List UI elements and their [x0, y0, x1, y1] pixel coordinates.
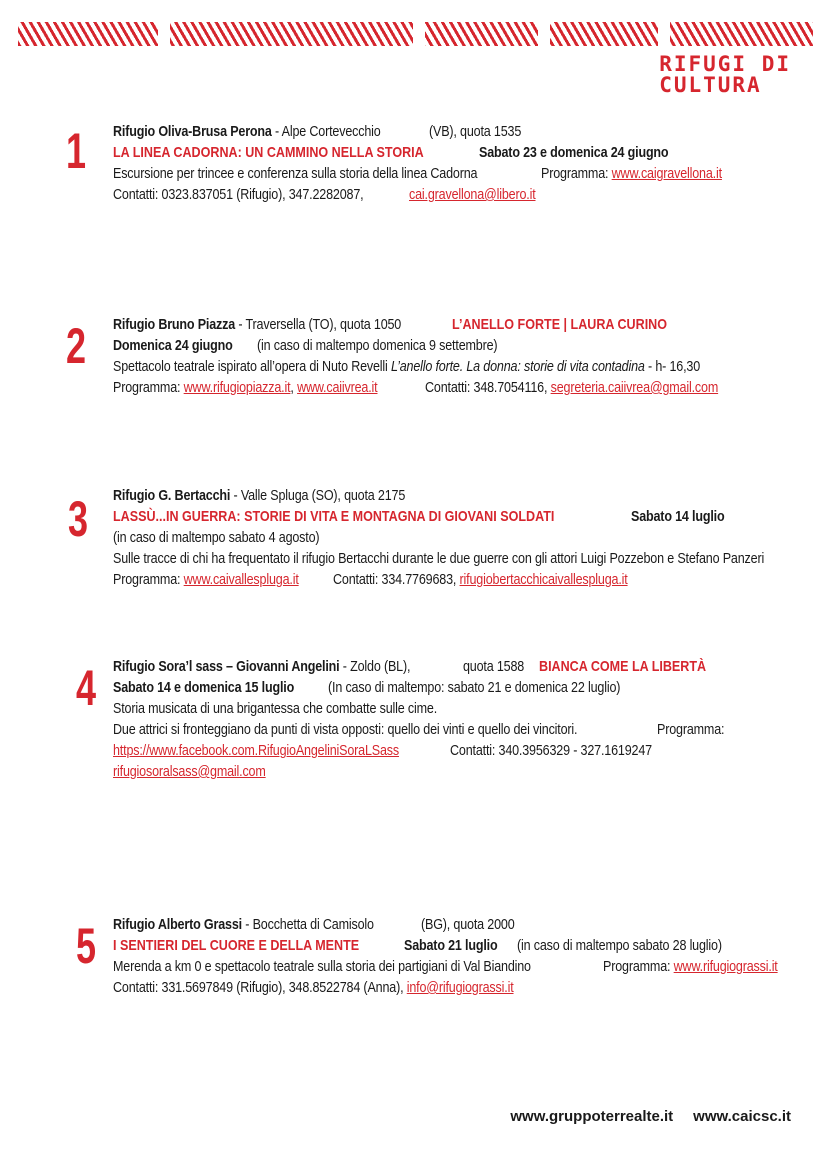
event-title: LASSÙ...IN GUERRA: STORIE DI VITA E MONTAGNA DI GIOVANI SOLDATI — [113, 509, 555, 525]
refuge-name: Rifugio Alberto Grassi — [113, 917, 242, 933]
event-date: Sabato 14 e domenica 15 luglio — [113, 680, 295, 696]
refuge-name: Rifugio Bruno Piazza — [113, 317, 236, 333]
brand-line-1: RIFUGI DI — [659, 52, 791, 76]
event-date: Sabato 14 luglio — [630, 509, 725, 525]
entry-number: 5 — [76, 918, 97, 974]
event-description: Escursione per trincee e conferenza sulla storia della linea Cadorna — [113, 166, 478, 182]
event-note: (in caso di maltempo sabato 4 agosto) — [113, 530, 320, 546]
event-description: Storia musicata di una brigantessa che combatte sulle cime. — [113, 701, 438, 717]
entry-number: 2 — [66, 318, 87, 374]
refuge-location-cont: (BG), quota 2000 — [420, 917, 515, 933]
program-label: Programma: — [657, 722, 725, 738]
program-label: Programma: — [603, 959, 674, 975]
entry-number: 3 — [68, 491, 89, 547]
program-label: Programma: — [113, 380, 184, 396]
email-link[interactable]: rifugiosoralsass@gmail.com — [113, 764, 266, 780]
refuge-location: - Valle Spluga (SO), quota 2175 — [230, 488, 406, 504]
event-date: Sabato 23 e domenica 24 giugno — [478, 145, 669, 161]
entry-number: 4 — [76, 660, 97, 716]
event-description: Spettacolo teatrale ispirato all’opera di Nuto Revelli — [113, 359, 391, 375]
entry-number: 1 — [66, 123, 87, 179]
program-link[interactable]: www.rifugiograssi.it — [673, 959, 778, 975]
program-label: Programma: — [541, 166, 612, 182]
contacts: Contatti: 0323.837051 (Rifugio), 347.2282087, — [113, 187, 364, 203]
refuge-location: - Zoldo (BL), — [339, 659, 411, 675]
event-time: - h- 16,30 — [644, 359, 701, 375]
program-link[interactable]: www.caivallespluga.it — [183, 572, 299, 588]
contacts: Contatti: 348.7054116, — [425, 380, 551, 396]
refuge-location: - Alpe Cortevecchio — [271, 124, 381, 140]
event-note: (in caso di maltempo sabato 28 luglio) — [516, 938, 722, 954]
email-link[interactable]: segreteria.caiivrea@gmail.com — [550, 380, 719, 396]
event-title: BIANCA COME LA LIBERTÀ — [538, 659, 706, 675]
contacts: Contatti: 340.3956329 - 327.1619247 — [449, 743, 652, 759]
email-link[interactable]: cai.gravellona@libero.it — [408, 187, 536, 203]
brand-logo — [659, 54, 791, 96]
contacts: Contatti: 334.7769683, — [333, 572, 460, 588]
email-link[interactable]: rifugiobertacchicaivallespluga.it — [459, 572, 628, 588]
program-link-2[interactable]: www.caiivrea.it — [297, 380, 378, 396]
program-link[interactable]: https://www.facebook.com.RifugioAngeliniSoraLSass — [113, 743, 399, 759]
footer-site-2[interactable]: www.caicsc.it — [693, 1108, 791, 1125]
program-link[interactable]: www.rifugiopiazza.it — [183, 380, 291, 396]
event-title: LA LINEA CADORNA: UN CAMMINO NELLA STORIA — [113, 145, 424, 161]
event-description: Merenda a km 0 e spettacolo teatrale sulla storia dei partigiani di Val Biandino — [113, 959, 531, 975]
refuge-name: Rifugio Oliva-Brusa Perona — [113, 124, 272, 140]
event-date: Domenica 24 giugno — [113, 338, 233, 354]
event-note: (in caso di maltempo domenica 9 settembre) — [256, 338, 498, 354]
refuge-name: Rifugio Sora’l sass – Giovanni Angelini — [113, 659, 340, 675]
refuge-location: - Traversella (TO), quota 1050 — [235, 317, 402, 333]
work-title: L’anello forte. La donna: storie di vita contadina — [390, 359, 645, 375]
link-separator: , — [290, 380, 298, 396]
event-title: I SENTIERI DEL CUORE E DELLA MENTE — [113, 938, 360, 954]
brand-line-2: CULTURA — [659, 73, 762, 97]
decorative-stripe-band — [18, 22, 813, 46]
footer — [510, 1108, 791, 1125]
event-description-2: Due attrici si fronteggiano da punti di vista opposti: quello dei vinti e quello dei vincitori. — [113, 722, 578, 738]
email-link[interactable]: info@rifugiograssi.it — [406, 980, 514, 996]
event-note: (In caso di maltempo: sabato 21 e domenica 22 luglio) — [328, 680, 621, 696]
event-description: Sulle tracce di chi ha frequentato il rifugio Bertacchi durante le due guerre con gli attori Luigi Pozzebon e Stefano Panzeri — [113, 551, 765, 567]
program-link[interactable]: www.caigravellona.it — [611, 166, 723, 182]
refuge-location-cont: quota 1588 — [463, 659, 525, 675]
refuge-name: Rifugio G. Bertacchi — [113, 488, 231, 504]
refuge-location: - Bocchetta di Camisolo — [241, 917, 374, 933]
footer-site-1[interactable]: www.gruppoterrealte.it — [510, 1108, 674, 1125]
refuge-location-cont: (VB), quota 1535 — [428, 124, 521, 140]
event-title: L’ANELLO FORTE | LAURA CURINO — [452, 317, 668, 333]
event-date: Sabato 21 luglio — [403, 938, 498, 954]
contacts: Contatti: 331.5697849 (Rifugio), 348.8522784 (Anna), — [113, 980, 407, 996]
program-label: Programma: — [113, 572, 184, 588]
